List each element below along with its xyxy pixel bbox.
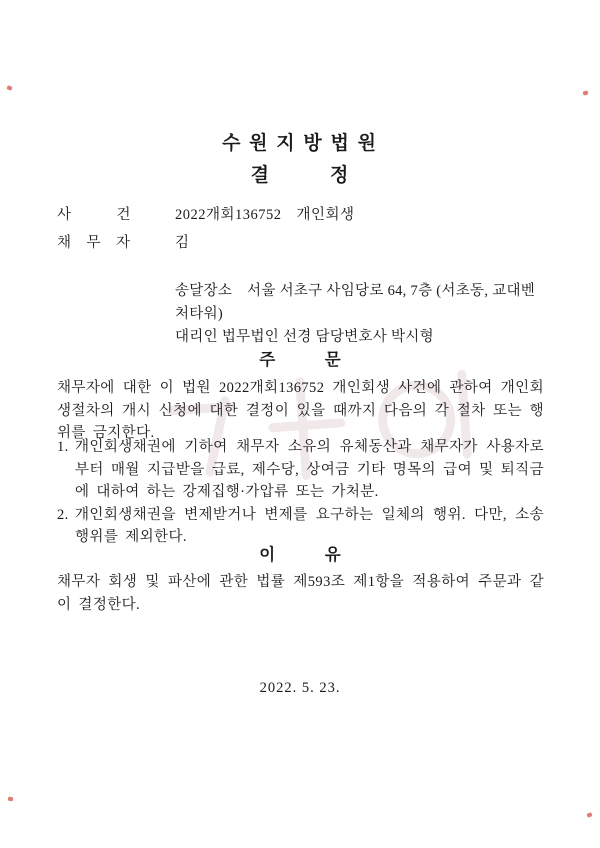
debtor-label: 채 무 자 [57,235,131,251]
reason-paragraph: 채무자 회생 및 파산에 관한 법률 제593조 제1항을 적용하여 주문과 같이 결정한다. [57,574,544,613]
order-item-list [57,436,544,549]
order-item-2-text: 개인회생채권을 변제받거나 변제를 요구하는 일체의 행위. 다만, 소송행위를 제외한다. [75,506,544,545]
case-number-label: 사 건 [57,207,132,223]
service-address-line: 송달장소 서울 서초구 사임당로 64, 7층 (서초동, 교대벤처타워) [175,283,536,322]
case-number-value: 2022개회136752 개인회생 [175,207,355,223]
debtor-row [57,233,544,254]
decision-date: 2022. 5. 23. [259,680,341,696]
attorney-line: 대리인 법무법인 선경 담당변호사 박시형 [175,329,434,345]
order-item-1 [57,436,544,504]
service-address-block [175,280,545,349]
debtor-name-value: 김 [175,235,190,251]
court-name-title: 수 원 지 방 법 원 [222,133,378,154]
order-paragraph: 채무자에 대한 이 법원 2022개회136752 개인회생 사건에 관하여 개인회생절차의 개시 신청에 대한 결정이 있을 때까지 다음의 각 절차 또는 행위를 금지한다. [57,380,544,441]
order-section-heading: 주 문 [259,350,341,369]
case-number-row [57,205,544,226]
case-info-block [57,205,544,261]
order-item-1-number: 1. [57,439,69,455]
order-item-2-number: 2. [57,506,69,523]
reason-section-heading: 이 유 [259,545,341,564]
order-item-1-text: 개인회생채권에 기하여 채무자 소유의 유체동산과 채무자가 사용자로부터 매월 지급받을 급료, 제수당, 상여금 기타 명목의 급여 및 퇴직금에 대하여 하는 강제집행·가압류 또는 가처분. [75,439,544,500]
document-type-title: 결 정 [250,165,350,186]
